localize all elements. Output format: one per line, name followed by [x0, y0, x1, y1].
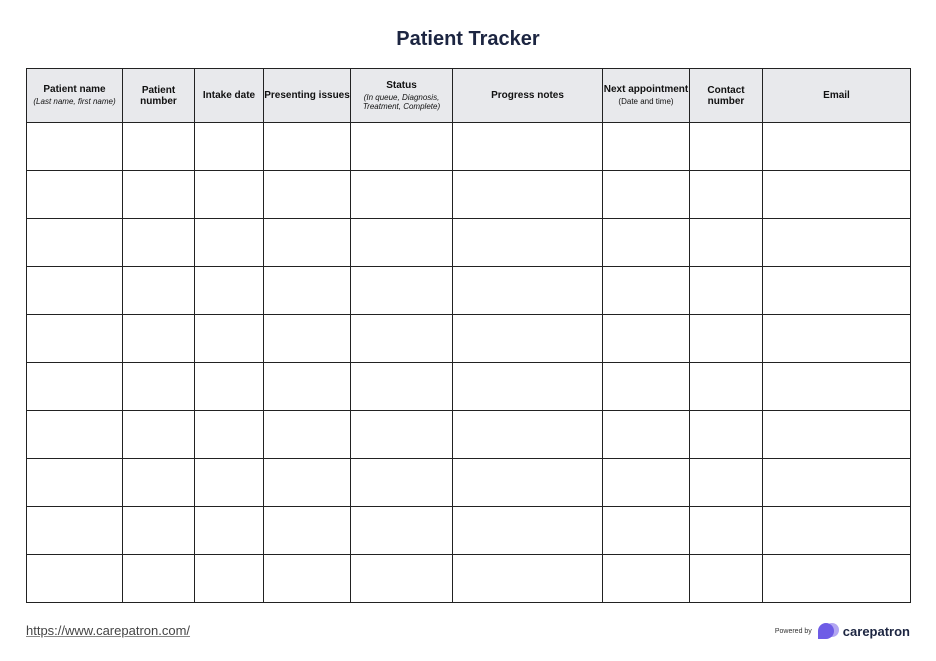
table-cell[interactable]: [123, 411, 195, 459]
carepatron-logo-icon: [816, 621, 840, 641]
table-cell[interactable]: [195, 219, 264, 267]
table-cell[interactable]: [690, 267, 763, 315]
brand-name: carepatron: [842, 623, 910, 639]
table-cell[interactable]: [351, 411, 453, 459]
table-cell[interactable]: [123, 363, 195, 411]
table-cell[interactable]: [453, 219, 603, 267]
table-cell[interactable]: [195, 459, 264, 507]
table-cell[interactable]: [690, 171, 763, 219]
table-row: [27, 267, 911, 315]
table-cell[interactable]: [453, 123, 603, 171]
table-cell[interactable]: [453, 507, 603, 555]
col-header-email: [763, 69, 911, 123]
table-row: [27, 219, 911, 267]
table-cell[interactable]: [123, 123, 195, 171]
table-cell[interactable]: [763, 555, 911, 603]
table-cell[interactable]: [763, 315, 911, 363]
table-row: [27, 363, 911, 411]
table-cell[interactable]: [351, 315, 453, 363]
table-cell[interactable]: [351, 459, 453, 507]
table-cell[interactable]: [690, 555, 763, 603]
col-header-hint: (Date and time): [618, 97, 674, 107]
table-cell[interactable]: [453, 315, 603, 363]
table-cell[interactable]: [27, 219, 123, 267]
table-cell[interactable]: [603, 315, 690, 363]
table-cell[interactable]: [690, 315, 763, 363]
table-cell[interactable]: [264, 123, 351, 171]
table-cell[interactable]: [763, 123, 911, 171]
table-cell[interactable]: [27, 459, 123, 507]
table-cell[interactable]: [453, 267, 603, 315]
table-cell[interactable]: [27, 171, 123, 219]
col-header-label: Patient name: [43, 84, 106, 96]
table-cell[interactable]: [27, 555, 123, 603]
table-cell[interactable]: [264, 411, 351, 459]
table-cell[interactable]: [123, 267, 195, 315]
table-cell[interactable]: [763, 171, 911, 219]
table-cell[interactable]: [690, 507, 763, 555]
col-header-label: Patient number: [140, 84, 177, 107]
table-cell[interactable]: [351, 219, 453, 267]
col-header-progress-notes: [453, 69, 603, 123]
table-cell[interactable]: [123, 507, 195, 555]
table-cell[interactable]: [453, 555, 603, 603]
table-cell[interactable]: [264, 459, 351, 507]
page-title: Patient Tracker: [396, 28, 540, 50]
table-cell[interactable]: [453, 459, 603, 507]
table-cell[interactable]: [603, 363, 690, 411]
table-cell[interactable]: [603, 267, 690, 315]
table-cell[interactable]: [603, 459, 690, 507]
header-row: [27, 69, 911, 123]
table-cell[interactable]: [453, 363, 603, 411]
table-row: [27, 507, 911, 555]
table-cell[interactable]: [195, 315, 264, 363]
table-cell[interactable]: [603, 411, 690, 459]
col-header-label: Contact number: [707, 84, 745, 107]
table-row: [27, 555, 911, 603]
table-cell[interactable]: [27, 411, 123, 459]
table-row: [27, 411, 911, 459]
table-cell[interactable]: [123, 219, 195, 267]
table-cell[interactable]: [351, 363, 453, 411]
table-cell[interactable]: [603, 123, 690, 171]
col-header-contact-number: [690, 69, 763, 123]
table-cell[interactable]: [351, 507, 453, 555]
table-cell[interactable]: [195, 411, 264, 459]
table-cell[interactable]: [195, 123, 264, 171]
table-cell[interactable]: [690, 123, 763, 171]
table-cell[interactable]: [264, 219, 351, 267]
table-cell[interactable]: [27, 507, 123, 555]
table-cell[interactable]: [763, 459, 911, 507]
table-row: [27, 459, 911, 507]
col-header-label: Presenting issues: [264, 90, 350, 101]
col-header-hint: (Last name, first name): [33, 97, 116, 107]
table-cell[interactable]: [603, 171, 690, 219]
table-cell[interactable]: [27, 363, 123, 411]
col-header-label: Next appointment: [603, 84, 689, 96]
table-cell[interactable]: [123, 459, 195, 507]
col-header-label: Email: [823, 90, 850, 101]
table-cell[interactable]: [123, 315, 195, 363]
col-header-patient-name: [27, 69, 123, 123]
table-cell[interactable]: [763, 219, 911, 267]
table-cell[interactable]: [264, 363, 351, 411]
powered-by-badge: [775, 620, 910, 642]
col-header-label: Intake date: [202, 90, 256, 101]
col-header-label: Progress notes: [491, 90, 564, 101]
table-cell[interactable]: [123, 555, 195, 603]
table-cell[interactable]: [27, 267, 123, 315]
table-cell[interactable]: [264, 507, 351, 555]
col-header-status: [351, 69, 453, 123]
table-cell[interactable]: [264, 171, 351, 219]
col-header-presenting-issues: [264, 69, 351, 123]
table-row: [27, 315, 911, 363]
table-cell[interactable]: [603, 555, 690, 603]
table-cell[interactable]: [195, 507, 264, 555]
table-cell[interactable]: [351, 171, 453, 219]
col-header-label: Status: [386, 79, 417, 91]
table-cell[interactable]: [195, 363, 264, 411]
table-cell[interactable]: [264, 267, 351, 315]
table-cell[interactable]: [690, 459, 763, 507]
table-body: [27, 123, 911, 603]
carepatron-link[interactable]: https://www.carepatron.com/: [26, 623, 191, 638]
table-cell[interactable]: [763, 507, 911, 555]
table-cell[interactable]: [195, 267, 264, 315]
table-cell[interactable]: [123, 171, 195, 219]
table-cell[interactable]: [690, 363, 763, 411]
col-header-patient-number: [123, 69, 195, 123]
table-cell[interactable]: [763, 363, 911, 411]
table-cell[interactable]: [27, 315, 123, 363]
table-cell[interactable]: [690, 219, 763, 267]
table-cell[interactable]: [763, 267, 911, 315]
patient-tracker-table: [26, 68, 911, 603]
col-header-hint: (In queue, Diagnosis, Treatment, Complete): [362, 92, 441, 111]
table-cell[interactable]: [195, 555, 264, 603]
table-cell[interactable]: [351, 123, 453, 171]
col-header-next-appointment: [603, 69, 690, 123]
col-header-intake-date: [195, 69, 264, 123]
powered-by-text: Powered by: [774, 627, 812, 635]
table-cell[interactable]: [453, 171, 603, 219]
table-cell[interactable]: [690, 411, 763, 459]
table-cell[interactable]: [453, 411, 603, 459]
table-cell[interactable]: [351, 267, 453, 315]
table-cell[interactable]: [195, 171, 264, 219]
table-cell[interactable]: [763, 411, 911, 459]
table-row: [27, 171, 911, 219]
table-cell[interactable]: [603, 219, 690, 267]
table-cell[interactable]: [27, 123, 123, 171]
table-row: [27, 123, 911, 171]
table-cell[interactable]: [264, 555, 351, 603]
table-cell[interactable]: [351, 555, 453, 603]
table-cell[interactable]: [264, 315, 351, 363]
table-cell[interactable]: [603, 507, 690, 555]
